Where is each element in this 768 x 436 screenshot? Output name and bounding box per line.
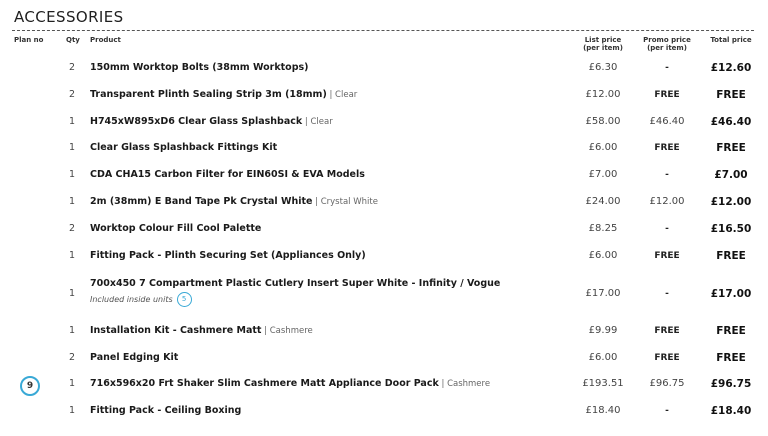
qty-cell: 1: [68, 116, 76, 127]
qty-cell: 1: [68, 288, 76, 299]
table-row: [0, 196, 768, 210]
header-plan-no: Plan no: [14, 36, 44, 44]
product-name: Fitting Pack - Ceiling Boxing: [90, 405, 242, 416]
product-name: CDA CHA15 Carbon Filter for EIN60SI & EVA Models: [90, 169, 365, 180]
dashed-divider: [12, 30, 754, 31]
table-row: [0, 116, 768, 130]
product-note-text: Included inside units: [90, 295, 173, 304]
list-price-cell: £6.00: [588, 250, 618, 261]
list-price-cell: £6.30: [588, 62, 618, 73]
product-name: Panel Edging Kit: [90, 352, 179, 363]
total-price-cell: £16.50: [710, 223, 752, 235]
product-cell: [90, 378, 560, 390]
promo-price-cell: £46.40: [649, 116, 685, 127]
plan-number-badge[interactable]: 9: [20, 376, 40, 396]
promo-price-cell: £12.00: [649, 196, 685, 207]
table-row: [0, 62, 768, 76]
product-cell: [90, 169, 560, 181]
promo-price-cell: -: [665, 63, 669, 73]
table-row: [0, 405, 768, 419]
qty-cell: 2: [68, 223, 76, 234]
product-variant: | Cashmere: [261, 326, 313, 336]
qty-cell: 1: [68, 196, 76, 207]
list-price-cell: £6.00: [588, 142, 618, 153]
qty-cell: 2: [68, 352, 76, 363]
header-promo-price: [640, 36, 694, 52]
list-price-cell: £193.51: [582, 378, 624, 389]
product-cell: [90, 325, 560, 337]
product-cell: [90, 405, 560, 417]
product-variant: | Clear: [326, 90, 358, 100]
product-name: 2m (38mm) E Band Tape Pk Crystal White: [90, 196, 313, 207]
table-row: [0, 223, 768, 237]
product-name: Clear Glass Splashback Fittings Kit: [90, 142, 278, 153]
total-price-cell: £96.75: [710, 378, 752, 390]
total-price-cell: £7.00: [714, 169, 748, 181]
qty-cell: 2: [68, 62, 76, 73]
header-promo-price-line1: Promo price: [643, 36, 691, 44]
promo-price-cell: -: [665, 224, 669, 234]
product-name: 150mm Worktop Bolts (38mm Worktops): [90, 62, 309, 73]
header-product: Product: [90, 36, 121, 44]
product-cell: [90, 116, 560, 128]
total-price-cell: £17.00: [710, 288, 752, 300]
promo-price-cell: FREE: [654, 326, 680, 336]
qty-cell: 1: [68, 169, 76, 180]
total-price-cell: FREE: [716, 89, 746, 101]
promo-price-cell: £96.75: [649, 378, 685, 389]
total-price-cell: FREE: [716, 352, 746, 364]
total-price-cell: FREE: [716, 250, 746, 262]
product-cell: [90, 250, 560, 262]
list-price-cell: £8.25: [588, 223, 618, 234]
list-price-cell: £6.00: [588, 352, 618, 363]
product-cell: [90, 196, 560, 208]
promo-price-cell: -: [665, 289, 669, 299]
product-name: Installation Kit - Cashmere Matt: [90, 325, 262, 336]
product-cell: [90, 142, 560, 154]
qty-cell: 2: [68, 89, 76, 100]
header-total-price: Total price: [710, 36, 752, 44]
product-cell: [90, 62, 560, 74]
qty-cell: 1: [68, 405, 76, 416]
table-row: [0, 325, 768, 339]
total-price-cell: £12.00: [710, 196, 752, 208]
section-title: ACCESSORIES: [14, 8, 124, 26]
product-cell: [90, 89, 560, 101]
qty-cell: 1: [68, 250, 76, 261]
total-price-cell: FREE: [716, 142, 746, 154]
qty-cell: 1: [68, 325, 76, 336]
product-name: Transparent Plinth Sealing Strip 3m (18mm): [90, 89, 327, 100]
header-promo-price-line2: (per item): [647, 44, 687, 52]
header-list-price-line1: List price: [584, 36, 622, 44]
product-variant: | Clear: [302, 117, 333, 127]
product-cell: [90, 352, 560, 364]
product-note: [90, 292, 560, 307]
table-row: [0, 142, 768, 156]
unit-reference-badge[interactable]: 5: [177, 292, 192, 307]
list-price-cell: £18.40: [585, 405, 621, 416]
product-name: H745xW895xD6 Clear Glass Splashback: [90, 116, 303, 127]
table-row: [0, 378, 768, 392]
promo-price-cell: -: [665, 170, 669, 180]
product-name: 716x596x20 Frt Shaker Slim Cashmere Matt Appliance Door Pack: [90, 378, 439, 389]
promo-price-cell: FREE: [654, 353, 680, 363]
total-price-cell: FREE: [716, 325, 746, 337]
table-row: [0, 250, 768, 264]
promo-price-cell: FREE: [654, 251, 680, 261]
product-name: 700x450 7 Compartment Plastic Cutlery Insert Super White - Infinity / Vogue: [90, 278, 501, 289]
header-list-price: [578, 36, 628, 52]
header-qty: Qty: [66, 36, 80, 44]
promo-price-cell: FREE: [654, 143, 680, 153]
table-row: [0, 89, 768, 103]
qty-cell: 1: [68, 378, 76, 389]
header-list-price-line2: (per item): [583, 44, 623, 52]
promo-price-cell: -: [665, 406, 669, 416]
table-row: [0, 169, 768, 183]
total-price-cell: £12.60: [710, 62, 752, 74]
table-row: [0, 352, 768, 366]
table-row: [0, 278, 768, 310]
product-cell: [90, 223, 560, 235]
product-variant: | Crystal White: [312, 197, 378, 207]
product-name: Fitting Pack - Plinth Securing Set (Appliances Only): [90, 250, 366, 261]
list-price-cell: £12.00: [585, 89, 621, 100]
promo-price-cell: FREE: [654, 90, 680, 100]
product-variant: | Cashmere: [438, 379, 491, 389]
product-cell: [90, 278, 560, 307]
list-price-cell: £17.00: [585, 288, 621, 299]
list-price-cell: £24.00: [585, 196, 621, 207]
total-price-cell: £46.40: [710, 116, 752, 128]
list-price-cell: £7.00: [588, 169, 618, 180]
total-price-cell: £18.40: [710, 405, 752, 417]
product-name: Worktop Colour Fill Cool Palette: [90, 223, 262, 234]
list-price-cell: £58.00: [585, 116, 621, 127]
list-price-cell: £9.99: [588, 325, 618, 336]
qty-cell: 1: [68, 142, 76, 153]
